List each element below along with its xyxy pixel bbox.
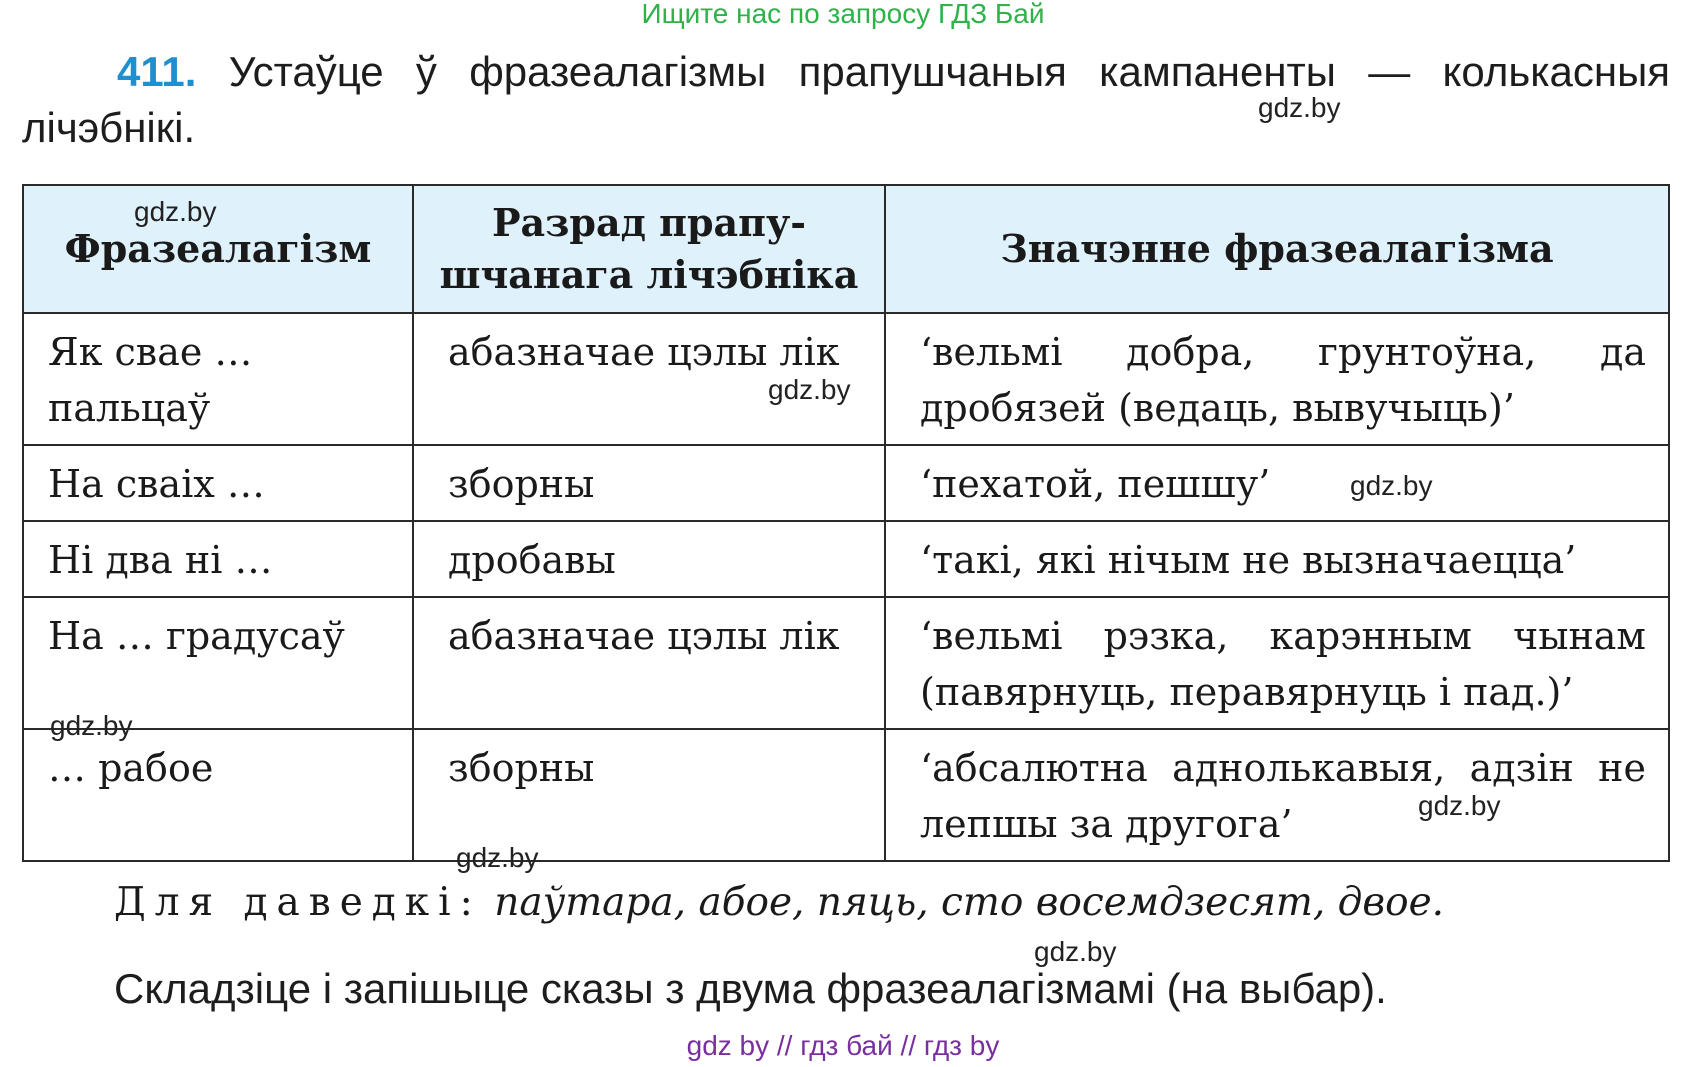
phrase-cell: Як свае … пальцаў xyxy=(23,313,413,445)
phrase-cell: … рабое xyxy=(23,729,413,861)
watermark-text: gdz.by xyxy=(134,196,217,227)
category-cell: дробавы xyxy=(413,521,885,597)
meaning-cell: ‘вельмі рэзка, карэнным чынам (павярнуць, перавярнуць і пад.)’ xyxy=(885,597,1669,729)
meaning-cell: ‘вельмі добра, грунтоўна, да дробязей (ведаць, вывучыць)’ xyxy=(885,313,1669,445)
phrase-cell: На сваіх … xyxy=(23,445,413,521)
category-cell: абазначае цэлы лік xyxy=(413,597,885,729)
category-cell: зборны xyxy=(413,729,885,861)
table-row xyxy=(23,521,1669,597)
footer-links[interactable]: gdz by // гдз бай // гдз by xyxy=(686,1030,1000,1061)
watermark-text: gdz.by xyxy=(1418,790,1501,821)
reference-label: Для даведкі: xyxy=(114,880,482,925)
watermark-text: gdz.by xyxy=(1258,92,1341,123)
search-banner: Ищите нас по запросу ГДЗ Бай xyxy=(641,0,1045,29)
table-header-row xyxy=(23,185,1669,313)
compose-instruction: Складзіце і запішыце сказы з двума фразеалагізмамі (на выбар). xyxy=(114,965,1387,1012)
meaning-cell: ‘абсалютна аднолькавыя, адзін не лепшы за другога’ xyxy=(885,729,1669,861)
category-cell: абазначае цэлы лік xyxy=(413,313,885,445)
header-meaning: Значэнне фразеалагізма xyxy=(885,185,1669,313)
watermark-text: gdz.by xyxy=(456,842,539,873)
reference-words xyxy=(114,880,1444,925)
watermark-text: gdz.by xyxy=(1034,936,1117,967)
phrase-cell: Ні два ні … xyxy=(23,521,413,597)
header-phrase: Фразеалагізм xyxy=(23,185,413,313)
phraseology-table xyxy=(22,184,1670,862)
watermark-text: gdz.by xyxy=(1350,470,1433,501)
watermark-text: gdz.by xyxy=(50,710,133,741)
watermark-text: gdz.by xyxy=(768,374,851,405)
task-number: 411. xyxy=(117,48,197,95)
header-category: Разрад прапу-шчанага лічэбніка xyxy=(413,185,885,313)
category-cell: зборны xyxy=(413,445,885,521)
phrase-cell: На … градусаў xyxy=(23,597,413,729)
task-text: Устаўце ў фразеалагізмы прапушчаныя кампаненты — колькасныя лічэбнікі. xyxy=(22,48,1670,151)
task-statement xyxy=(22,44,1670,156)
meaning-cell: ‘такі, які нічым не вызначаецца’ xyxy=(885,521,1669,597)
table-row xyxy=(23,597,1669,729)
meaning-cell: ‘пехатой, пешшу’ xyxy=(885,445,1669,521)
reference-list: паўтара, абое, пяць, сто восемдзесят, двое. xyxy=(494,880,1445,925)
